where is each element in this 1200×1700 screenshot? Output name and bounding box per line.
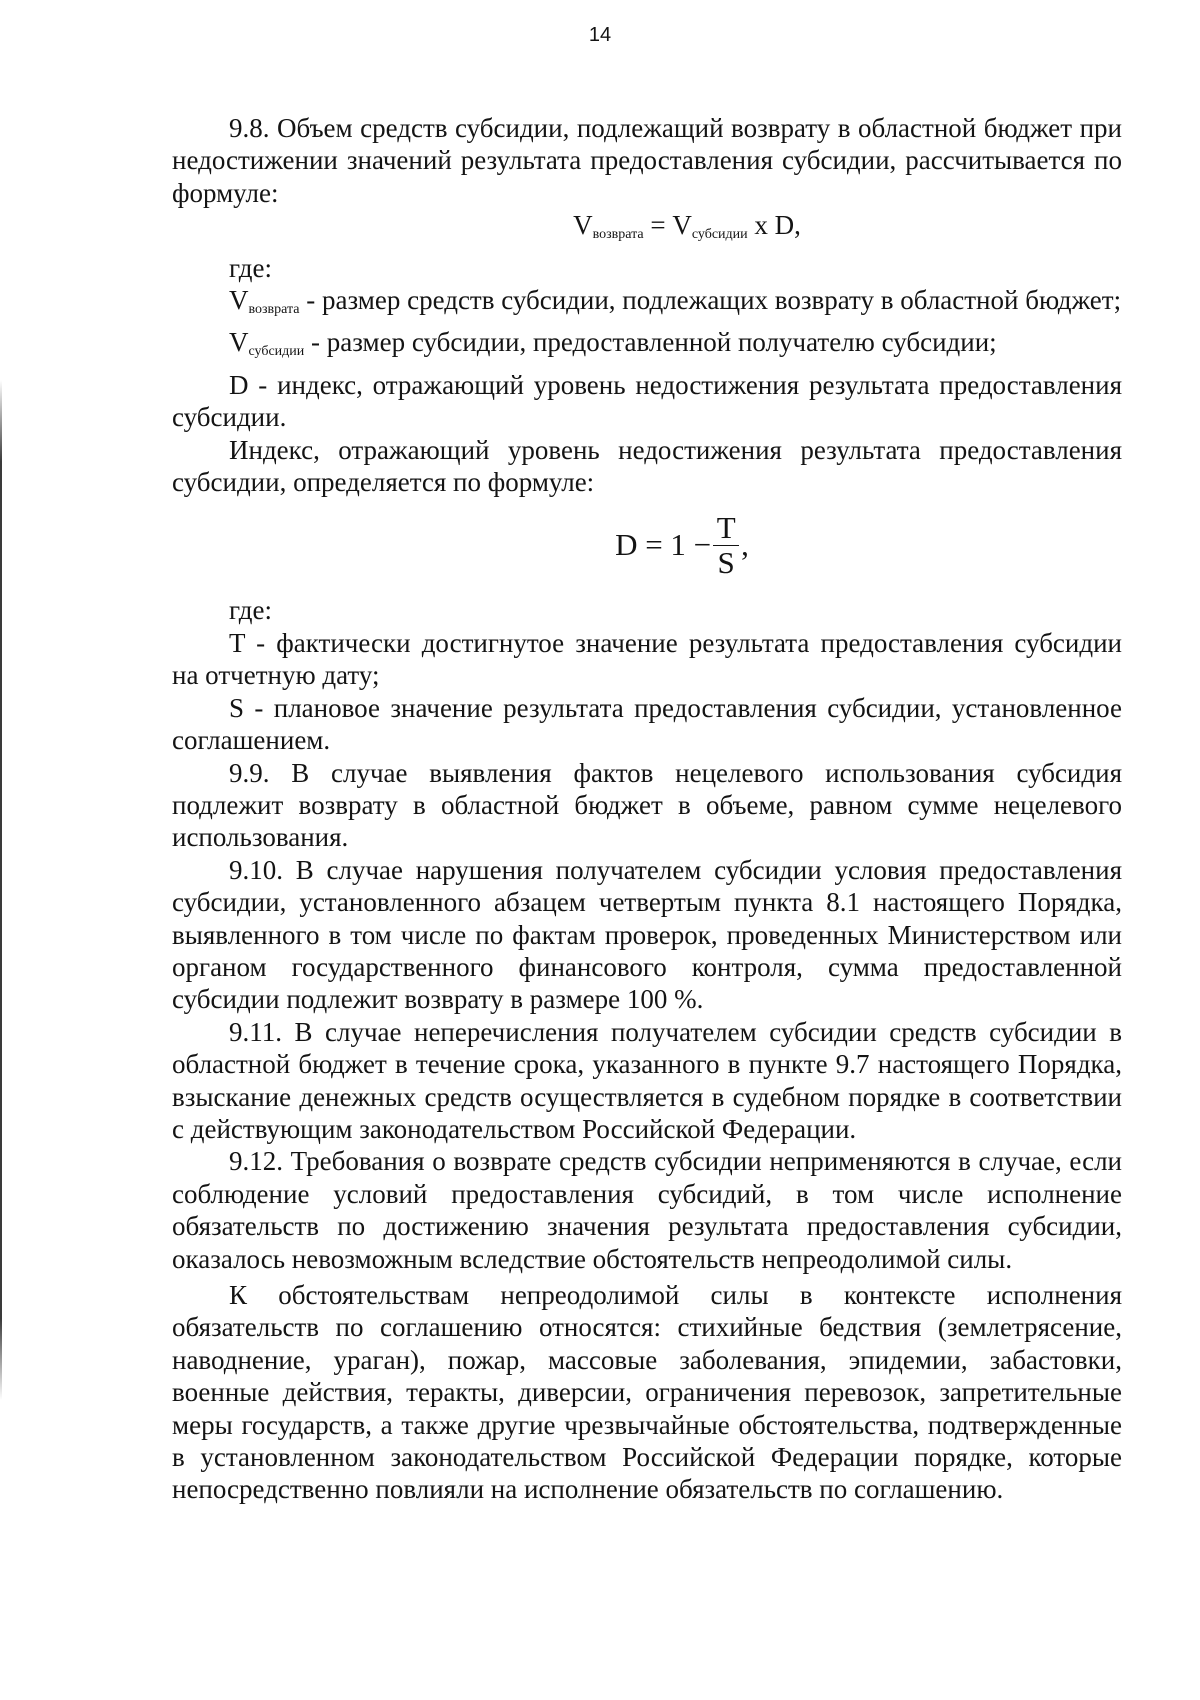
paragraph-9-12: 9.12. Требования о возврате средств субсидии неприменяются в случае, если соблюдение условий предоставления субсидий, в том числе исполнение обязательств по достижению значения результата предоставления субсидии, оказалось невозможным вследствие обстоятельств непреодолимой силы. [172, 1146, 1122, 1274]
formula-v-return: $V_{возврата}$ [573, 210, 644, 243]
paragraph-force-majeure: К обстоятельствам непреодолимой силы в контексте исполнения обязательств по соглашению относятся: стихийные бедствия (землетрясение, наводнение, ураган), пожар, массовые заболевания, эпидемии, забастовки, военные действия, теракты, диверсии, ограничения перевозок, запретительные меры государств, а также другие чрезвычайные обстоятельства, подтвержденные в установленном законодательством Российской Федерации порядке, которые непосредственно повлияли на исполнение обязательств по соглашению. [172, 1280, 1122, 1505]
paragraph-9-10: 9.10. В случае нарушения получателем субсидии условия предоставления субсидии, установленного абзацем четвертым пункта 8.1 настоящего Порядка, выявленного в том числе по фактам проверок, проведенных Министерством или органом государственного финансового контроля, сумма предоставленной субсидии подлежит возврату в размере 100 %. [172, 854, 1122, 1015]
paragraph-9-8: 9.8. Объем средств субсидии, подлежащий возврату в областной бюджет при недостижении значений результата предоставления субсидии, рассчитывается по формуле: [172, 113, 1122, 208]
definition-t: T - фактически достигнутое значение результата предоставления субсидии на отчетную дату; [172, 627, 1122, 691]
scan-edge-shadow [0, 380, 2, 1400]
where-label-1: где: [229, 252, 272, 283]
definition-d: D - индекс, отражающий уровень недостижения результата предоставления субсидии. [172, 369, 1122, 433]
fraction-denominator: S [717, 545, 735, 581]
fraction-numerator: T [716, 509, 736, 545]
definition-v-return: $V_{возврата}$ - размер средств субсидии, подлежащих возврату в областной бюджет; [229, 285, 1122, 318]
formula-tail: , [741, 527, 749, 563]
document-page [172, 112, 1122, 1506]
formula-index-d [172, 502, 1122, 588]
where-label-2: где: [229, 595, 272, 626]
formula-return-volume: $V_{возврата} = V_{субсидии}$ x D, [573, 210, 801, 243]
formula-v-subsidy: $V_{субсидии}$ [672, 210, 748, 243]
paragraph-9-11: 9.11. В случае неперечисления получателем субсидии средств субсидии в областной бюджет в течение срока, указанного в пункте 9.7 настоящего Порядка, взыскание денежных средств осуществляется в судебном порядке в соответствии с действующим законодательством Российской Федерации. [172, 1016, 1122, 1144]
definition-v-subsidy: $V_{субсидии}$ - размер субсидии, предоставленной получателю субсидии; [229, 327, 997, 360]
definition-s: S - плановое значение результата предоставления субсидии, установленное соглашением. [172, 692, 1122, 756]
paragraph-9-9: 9.9. В случае выявления фактов нецелевого использования субсидия подлежит возврату в областной бюджет в объеме, равном сумме нецелевого использования. [172, 757, 1122, 853]
formula-lhs: D = 1 − [615, 527, 712, 563]
formula-fraction [713, 511, 739, 581]
index-intro: Индекс, отражающий уровень недостижения результата предоставления субсидии, определяется по формуле: [172, 434, 1122, 498]
page-number: 14 [588, 24, 612, 46]
